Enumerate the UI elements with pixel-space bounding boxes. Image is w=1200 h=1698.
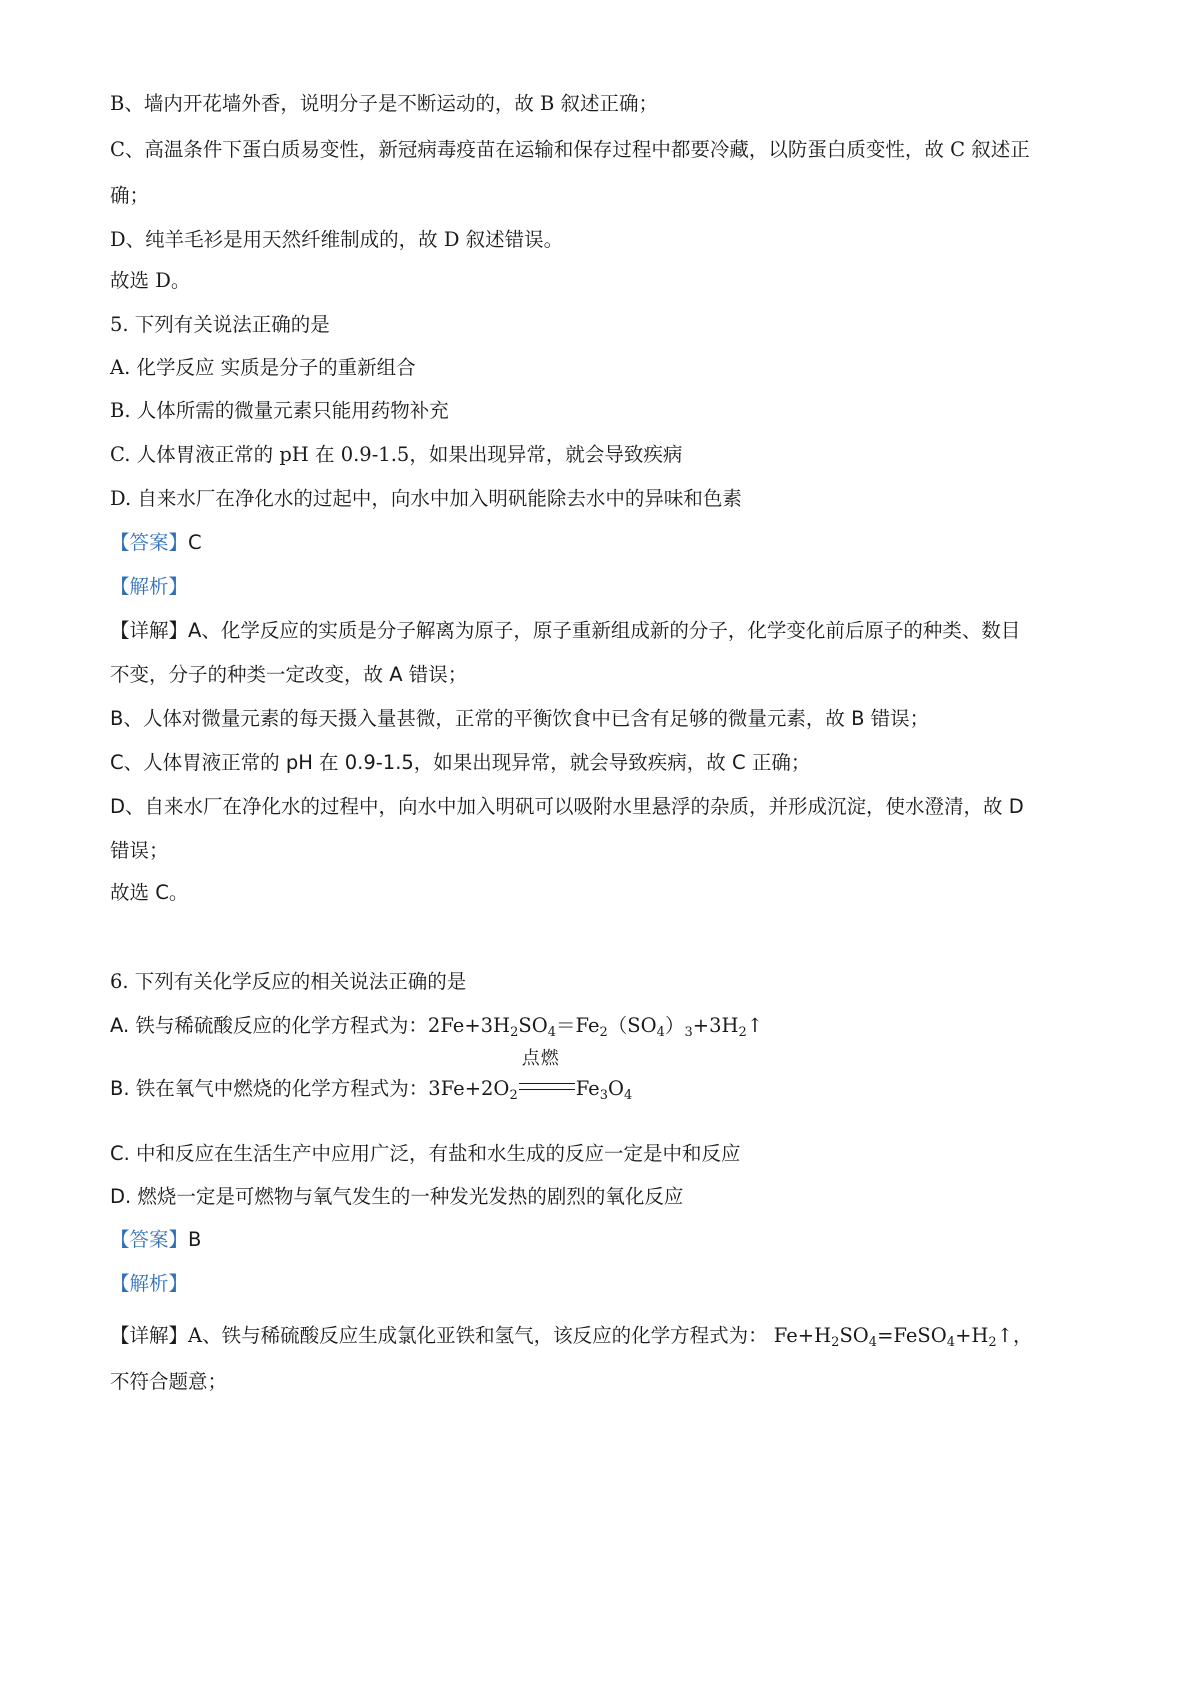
q5-stem: 5. 下列有关说法正确的是 <box>110 313 330 336</box>
q6-stem: 6. 下列有关化学反应的相关说法正确的是 <box>110 970 467 993</box>
equation-detail: $Fe+H_2SO_4=FeSO_4+H_2↑$ <box>767 1324 1014 1350</box>
answer-value: C <box>188 531 202 554</box>
q6-option-c: C. 中和反应在生活生产中应用广泛，有盐和水生成的反应一定是中和反应 <box>110 1142 741 1165</box>
q5-option-c: C. 人体胃液正常的 pH 在 0.9-1.5，如果出现异常，就会导致疾病 <box>110 443 683 466</box>
q6-analysis-tag: 【解析】 <box>110 1272 189 1295</box>
equation-b: $3Fe+2O_2$ 点燃 $Fe_3O_4$ <box>428 1077 632 1100</box>
prev-conclusion: 故选 D。 <box>110 269 191 292</box>
q5-detail-d-line1: D、自来水厂在净化水的过程中，向水中加入明矾可以吸附水里悬浮的杂质，并形成沉淀，使水澄清，故 D <box>110 795 1024 818</box>
q5-detail-d-line2: 错误； <box>110 839 169 862</box>
q6-option-d: D. 燃烧一定是可燃物与氧气发生的一种发光发热的剧烈的氧化反应 <box>110 1185 684 1208</box>
prev-option-b-explanation: B、墙内开花墙外香，说明分子是不断运动的，故 B 叙述正确； <box>110 92 659 115</box>
answer-tag: 【答案】 <box>110 1228 189 1251</box>
q5-detail-a-line1: 【详解】A、化学反应的实质是分子解离为原子，原子重新组成新的分子，化学变化前后原子的种类、数目 <box>110 619 1021 642</box>
q6-detail-a-line1: 【详解】A、铁与稀硫酸反应生成氯化亚铁和氢气，该反应的化学方程式为： $Fe+H_2SO_4=FeSO_4+H_2↑$， <box>110 1324 1033 1350</box>
prev-option-c-explanation-line1: C、高温条件下蛋白质易变性，新冠病毒疫苗在运输和保存过程中都要冷藏，以防蛋白质变性，故 C 叙述正 <box>110 138 1030 161</box>
detail-tag: 【详解】 <box>110 619 189 642</box>
answer-value: B <box>188 1228 202 1251</box>
q5-detail-c: C、人体胃液正常的 pH 在 0.9-1.5，如果出现异常，就会导致疾病，故 C 正确； <box>110 751 811 774</box>
answer-tag: 【答案】 <box>110 531 189 554</box>
q6-option-a: A. 铁与稀硫酸反应的化学方程式为：$2Fe+3H_2SO_4=Fe_2(SO_4)_3+3H_2↑$ <box>110 1014 764 1040</box>
q5-option-d: D. 自来水厂在净化水的过起中，向水中加入明矾能除去水中的异味和色素 <box>110 487 742 510</box>
equation-a: $2Fe+3H_2SO_4=Fe_2(SO_4)_3+3H_2↑$ <box>427 1014 764 1040</box>
q5-detail-a-line2: 不变，分子的种类一定改变，故 A 错误； <box>110 663 468 686</box>
q5-answer <box>110 529 202 557</box>
q5-detail-b: B、人体对微量元素的每天摄入量甚微，正常的平衡饮食中已含有足够的微量元素，故 B 错误； <box>110 707 930 730</box>
prev-option-d-explanation: D、纯羊毛衫是用天然纤维制成的，故 D 叙述错误。 <box>110 228 564 251</box>
prev-option-c-explanation-line2: 确； <box>110 184 150 207</box>
q6-option-b: B. 铁在氧气中燃烧的化学方程式为：$3Fe+2O_2$ 点燃 $Fe_3O_4$ <box>110 1075 632 1103</box>
reaction-condition: 点燃 <box>521 1048 560 1069</box>
q6-answer <box>110 1226 201 1254</box>
q6-detail-a-line2: 不符合题意； <box>110 1370 228 1393</box>
q5-option-b: B. 人体所需的微量元素只能用药物补充 <box>110 399 449 422</box>
detail-tag: 【详解】 <box>110 1324 189 1347</box>
q5-analysis-tag: 【解析】 <box>110 575 189 598</box>
q5-option-a: A. 化学反应 实质是分子的重新组合 <box>110 356 416 379</box>
q5-conclusion: 故选 C。 <box>110 881 189 904</box>
